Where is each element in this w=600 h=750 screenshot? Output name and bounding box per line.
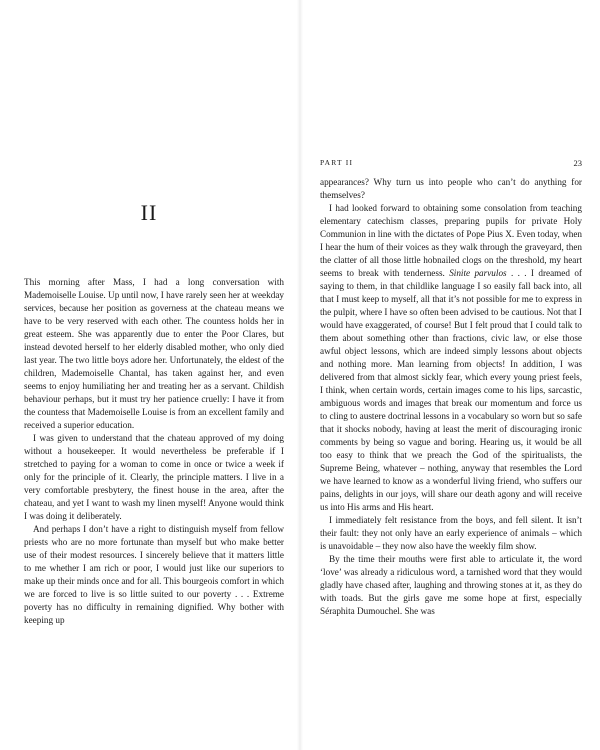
left-page bbox=[0, 0, 298, 750]
paragraph: And perhaps I don’t have a right to distinguish myself from fellow priests who are no more fortunate than myself but who make better use of their modest resources. I sincerely believe that it matters little to me whether I am rich or poor, I would just like our superiors to make up their minds once and for all. This bourgeois comfort in which we are forced to live is so little suited to our poverty . . . Extreme poverty has no difficulty in remaining dignified. Why bother with keeping up bbox=[24, 524, 284, 625]
latin-phrase: Sinite parvulos bbox=[449, 268, 507, 278]
running-head-section: PART II bbox=[320, 158, 354, 167]
paragraph: I immediately felt resistance from the boys, and fell silent. It isn’t their fault: they not only have an early experience of animals – which is unavoidable – they now also have the weekly film show. bbox=[320, 515, 582, 551]
text-run: . . . I dreamed of saying to them, in that childlike language I so easily fall back into, all that I must keep to myself, all that it’s not possible for me to express in the pulpit, where I have so often been advised to be cautious. Not that I would have exaggerated, of course! But I felt proud that I could talk to them about something other than fractions, civic law, or else those awful object lessons, which are indeed simply lessons about objects and nothing more. Man learning from objects! In addition, I was delivered from that almost sickly fear, which every young priest feels, I think, when certain words, certain images come to his lips, sarcastic, ambiguous words and images that break our momentum and force us to cling to austere doctrinal lessons in a vocabulary so worn but so safe that it shocks nobody, having at least the merit of discouraging ironic comments by being so vague and boring. Hearing us, it would be all too easy to think that we preach the God of the spiritualists, the Supreme Being, whatever – nothing, anyway that resembles the Lord we have learned to know as a wonderful living friend, who suffers our pains, delights in our joys, will share our death agony and will receive us into His arms and His heart. bbox=[320, 268, 582, 512]
right-page-text bbox=[320, 176, 582, 618]
page-number: 23 bbox=[573, 158, 582, 168]
paragraph: By the time their mouths were first able to articulate it, the word ‘love’ was already a ridiculous word, a tarnished word that they would gladly have chased after, laughing and throwing stones at it, as they do with toads. But the girls gave me some hope at first, especially Séraphita Dumouchel. She was bbox=[320, 554, 582, 616]
paragraph: This morning after Mass, I had a long conversation with Mademoiselle Louise. Up until now, I have rarely seen her at weekday services, because her position as governess at the chateau means we have to be very reserved with each other. The countess holds her in great esteem. She was apparently due to enter the Poor Clares, but instead devoted herself to her elderly disabled mother, who only died last year. The two little boys adore her. Unfortunately, the eldest of the children, Mademoiselle Chantal, has taken against her, and even seems to enjoy humiliating her and treating her as a servant. Childish behaviour perhaps, but it must try her patience cruelly: I have it from the countess that Mademoiselle Louise is from an excellent family and received a superior education. bbox=[24, 277, 284, 430]
paragraph: I was given to understand that the chateau approved of my doing without a housekeeper. It would nevertheless be preferable if I stretched to paying for a woman to come in once or twice a week if only for the principle of it. Clearly, the principle matters. I live in a very comfortable presbytery, the finest house in the area, after the chateau, and yet I want to wash my linen myself! Anyone would think I was doing it deliberately. bbox=[24, 433, 284, 521]
left-page-text bbox=[24, 276, 284, 627]
text-run: I had looked forward to obtaining some consolation from teaching elementary catechism classes, preparing pupils for private Holy Communion in line with the dictates of Pope Pius X. Even today, when I hear the hum of their voices as they walk through the graveyard, then the clatter of all those little hobnailed clogs on the threshold, my heart seems to break with tenderness. bbox=[320, 203, 582, 278]
paragraph bbox=[320, 202, 582, 514]
right-page bbox=[302, 0, 600, 750]
chapter-heading: II bbox=[140, 200, 158, 225]
paragraph: appearances? Why turn us into people who can’t do anything for themselves? bbox=[320, 177, 582, 200]
